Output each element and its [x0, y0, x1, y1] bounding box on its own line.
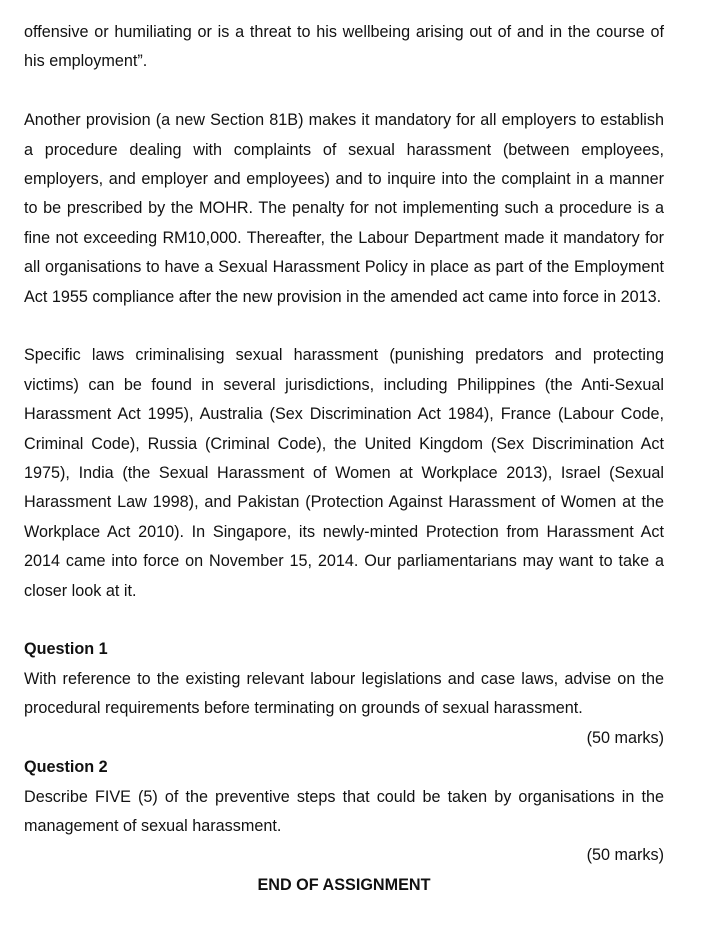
question-1-marks: (50 marks) [586, 728, 664, 747]
paragraph-continuation: offensive or humiliating or is a threat to his wellbeing arising out of and in the course of his employment”. [24, 23, 664, 71]
paragraph-section-81b: Another provision (a new Section 81B) makes it mandatory for all employers to establish a procedure dealing with complaints of sexual harassment (between employees, employers, and employer and employees) and to inquire into the complaint in a manner to be prescribed by the MOHR. The penalty for not implementing such a procedure is a fine not exceeding RM10,000. Thereafter, the Labour Department made it mandatory for all organisations to have a Sexual Harassment Policy in place as part of the Employment Act 1955 compliance after the new provision in the amended act came into force in 2013. [24, 111, 664, 306]
question-1-heading: Question 1 [24, 640, 108, 659]
paragraph-gap [24, 606, 664, 635]
paragraph-gap [24, 77, 664, 106]
question-2-marks: (50 marks) [586, 846, 664, 865]
paragraph-specific-laws: Specific laws criminalising sexual harassment (punishing predators and protecting victims) can be found in several jurisdictions, including Philippines (the Anti-Sexual Harassment Act 1995), Australia (Sex Discrimination Act 1984), France (Labour Code, Criminal Code), Russia (Criminal Code), the United Kingdom (Sex Discrimination Act 1975), India (the Sexual Harassment of Women at Workplace 2013), Israel (Sexual Harassment Law 1998), and Pakistan (Protection Against Harassment of Women at the Workplace Act 2010). In Singapore, its newly-minted Protection from Harassment Act 2014 came into force on November 15, 2014. Our parliamentarians may want to take a closer look at it. [24, 346, 664, 600]
paragraph-gap [24, 312, 664, 341]
question-2-text: Describe FIVE (5) of the preventive steps that could be taken by organisations in the management of sexual harassment. [24, 787, 664, 835]
question-2-heading: Question 2 [24, 758, 108, 777]
end-of-assignment: END OF ASSIGNMENT [257, 875, 431, 894]
document-page [24, 18, 664, 900]
question-1-text: With reference to the existing relevant labour legislations and case laws, advise on the procedural requirements before terminating on grounds of sexual harassment. [24, 669, 664, 718]
